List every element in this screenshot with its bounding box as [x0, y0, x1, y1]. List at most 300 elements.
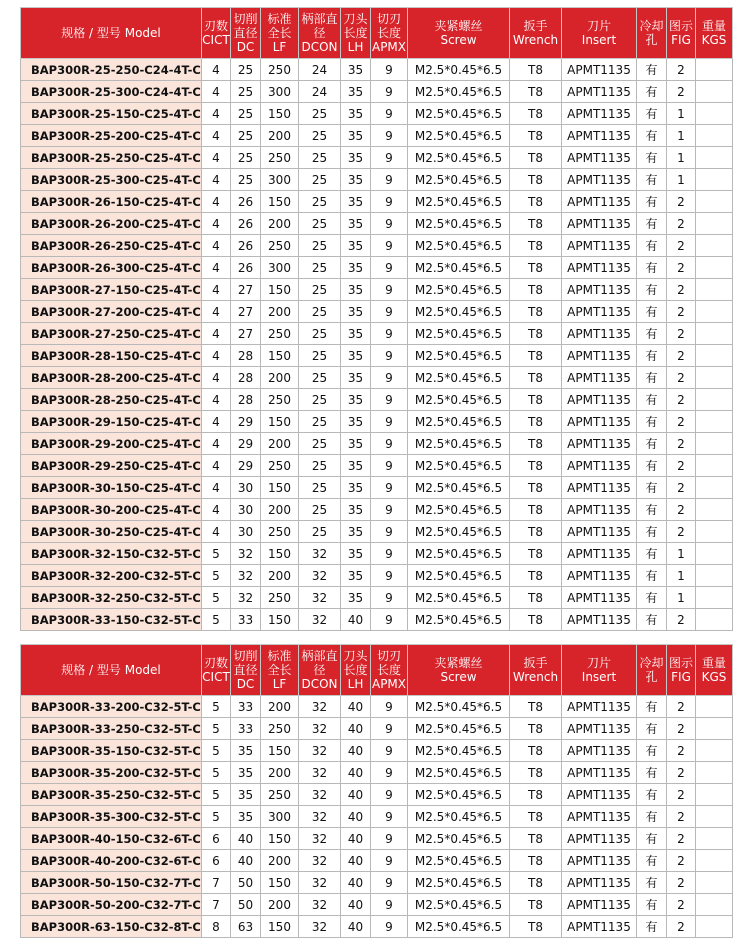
cell-coolant: 有: [637, 477, 667, 499]
cell-cict: 5: [202, 740, 231, 762]
cell-lh: 35: [341, 455, 371, 477]
cell-wrench: T8: [510, 235, 562, 257]
cell-model: BAP300R-25-300-C24-4T-C: [21, 81, 202, 103]
header-lh: 刀头 长度 LH: [341, 8, 371, 59]
cell-dcon: 32: [299, 740, 341, 762]
cell-coolant: 有: [637, 389, 667, 411]
cell-dc: 26: [231, 235, 261, 257]
cell-lh: 35: [341, 433, 371, 455]
cell-dcon: 32: [299, 828, 341, 850]
cell-screw: M2.5*0.45*6.5: [408, 916, 510, 938]
cell-dc: 33: [231, 696, 261, 718]
cell-screw: M2.5*0.45*6.5: [408, 323, 510, 345]
cell-cict: 4: [202, 389, 231, 411]
table-row: [21, 806, 733, 828]
cell-fig: 2: [667, 521, 696, 543]
cell-fig: 2: [667, 213, 696, 235]
cell-coolant: 有: [637, 103, 667, 125]
cell-model: BAP300R-30-200-C25-4T-C: [21, 499, 202, 521]
cell-coolant: 有: [637, 367, 667, 389]
cell-wrench: T8: [510, 740, 562, 762]
cell-dc: 26: [231, 257, 261, 279]
cell-dcon: 32: [299, 718, 341, 740]
cell-lh: 35: [341, 323, 371, 345]
cell-dcon: 25: [299, 103, 341, 125]
cell-cict: 4: [202, 103, 231, 125]
cell-insert: APMT1135: [562, 147, 637, 169]
cell-fig: 1: [667, 169, 696, 191]
cell-fig: 2: [667, 433, 696, 455]
cell-model: BAP300R-25-300-C25-4T-C: [21, 169, 202, 191]
cell-kgs: [696, 499, 733, 521]
cell-coolant: 有: [637, 191, 667, 213]
cell-coolant: 有: [637, 301, 667, 323]
cell-wrench: T8: [510, 894, 562, 916]
cell-coolant: 有: [637, 433, 667, 455]
cell-lf: 300: [261, 257, 299, 279]
cell-model: BAP300R-40-200-C32-6T-C: [21, 850, 202, 872]
cell-screw: M2.5*0.45*6.5: [408, 103, 510, 125]
header-insert: 刀片 Insert: [562, 8, 637, 59]
cell-model: BAP300R-26-200-C25-4T-C: [21, 213, 202, 235]
cell-dc: 29: [231, 433, 261, 455]
cell-wrench: T8: [510, 587, 562, 609]
cell-model: BAP300R-27-200-C25-4T-C: [21, 301, 202, 323]
cell-model: BAP300R-30-150-C25-4T-C: [21, 477, 202, 499]
cell-insert: APMT1135: [562, 916, 637, 938]
cell-dcon: 25: [299, 235, 341, 257]
cell-lf: 200: [261, 301, 299, 323]
cell-model: BAP300R-28-200-C25-4T-C: [21, 367, 202, 389]
table-row: [21, 59, 733, 81]
cell-lf: 300: [261, 806, 299, 828]
cell-fig: 2: [667, 455, 696, 477]
cell-lf: 300: [261, 81, 299, 103]
cell-screw: M2.5*0.45*6.5: [408, 609, 510, 631]
cell-wrench: T8: [510, 169, 562, 191]
cell-fig: 1: [667, 125, 696, 147]
cell-dcon: 32: [299, 762, 341, 784]
cell-insert: APMT1135: [562, 740, 637, 762]
cell-lf: 150: [261, 609, 299, 631]
cell-cict: 4: [202, 213, 231, 235]
cell-fig: 2: [667, 850, 696, 872]
cell-wrench: T8: [510, 147, 562, 169]
cell-insert: APMT1135: [562, 433, 637, 455]
cell-dcon: 32: [299, 916, 341, 938]
cell-dc: 27: [231, 279, 261, 301]
header-dc: 切削 直径 DC: [231, 8, 261, 59]
cell-dcon: 25: [299, 169, 341, 191]
cell-wrench: T8: [510, 521, 562, 543]
cell-apmx: 9: [371, 411, 408, 433]
cell-apmx: 9: [371, 81, 408, 103]
table-body: [21, 696, 733, 938]
cell-lf: 150: [261, 872, 299, 894]
header-model: 规格 / 型号 Model: [21, 8, 202, 59]
cell-kgs: [696, 609, 733, 631]
cell-cict: 5: [202, 762, 231, 784]
cell-lh: 35: [341, 301, 371, 323]
cell-apmx: 9: [371, 718, 408, 740]
cell-model: BAP300R-26-250-C25-4T-C: [21, 235, 202, 257]
cell-lf: 150: [261, 740, 299, 762]
table-row: [21, 762, 733, 784]
cell-fig: 2: [667, 718, 696, 740]
cell-wrench: T8: [510, 213, 562, 235]
cell-kgs: [696, 740, 733, 762]
cell-coolant: 有: [637, 81, 667, 103]
cell-screw: M2.5*0.45*6.5: [408, 257, 510, 279]
cell-cict: 4: [202, 301, 231, 323]
cell-kgs: [696, 125, 733, 147]
cell-cict: 8: [202, 916, 231, 938]
cell-lf: 250: [261, 59, 299, 81]
cell-coolant: 有: [637, 499, 667, 521]
cell-kgs: [696, 213, 733, 235]
cell-apmx: 9: [371, 125, 408, 147]
cell-model: BAP300R-50-200-C32-7T-C: [21, 894, 202, 916]
table-row: [21, 81, 733, 103]
cell-model: BAP300R-35-200-C32-5T-C: [21, 762, 202, 784]
cell-cict: 5: [202, 543, 231, 565]
cell-model: BAP300R-63-150-C32-8T-C: [21, 916, 202, 938]
cell-fig: 1: [667, 587, 696, 609]
cell-insert: APMT1135: [562, 762, 637, 784]
cell-dcon: 32: [299, 587, 341, 609]
cell-wrench: T8: [510, 301, 562, 323]
cell-apmx: 9: [371, 455, 408, 477]
cell-cict: 4: [202, 169, 231, 191]
header-wrench: 扳手 Wrench: [510, 645, 562, 696]
cell-screw: M2.5*0.45*6.5: [408, 125, 510, 147]
cell-lh: 40: [341, 872, 371, 894]
cell-screw: M2.5*0.45*6.5: [408, 718, 510, 740]
cell-dcon: 25: [299, 213, 341, 235]
cell-dcon: 25: [299, 301, 341, 323]
cell-model: BAP300R-29-250-C25-4T-C: [21, 455, 202, 477]
cell-model: BAP300R-25-250-C24-4T-C: [21, 59, 202, 81]
cell-lh: 35: [341, 147, 371, 169]
cell-cict: 6: [202, 850, 231, 872]
cell-dc: 30: [231, 477, 261, 499]
cell-model: BAP300R-26-300-C25-4T-C: [21, 257, 202, 279]
cell-lf: 200: [261, 125, 299, 147]
cell-apmx: 9: [371, 59, 408, 81]
cell-model: BAP300R-50-150-C32-7T-C: [21, 872, 202, 894]
cell-cict: 4: [202, 477, 231, 499]
cell-fig: 2: [667, 696, 696, 718]
cell-insert: APMT1135: [562, 411, 637, 433]
cell-apmx: 9: [371, 279, 408, 301]
cell-screw: M2.5*0.45*6.5: [408, 411, 510, 433]
cell-model: BAP300R-32-150-C32-5T-C: [21, 543, 202, 565]
cell-dc: 30: [231, 521, 261, 543]
cell-coolant: 有: [637, 784, 667, 806]
cell-apmx: 9: [371, 103, 408, 125]
cell-cict: 4: [202, 59, 231, 81]
cell-wrench: T8: [510, 257, 562, 279]
cell-dc: 25: [231, 103, 261, 125]
header-dc: 切削 直径 DC: [231, 645, 261, 696]
cell-cict: 4: [202, 191, 231, 213]
cell-dc: 26: [231, 191, 261, 213]
cell-cict: 5: [202, 806, 231, 828]
table-row: [21, 872, 733, 894]
cell-model: BAP300R-25-250-C25-4T-C: [21, 147, 202, 169]
cell-kgs: [696, 147, 733, 169]
cell-cict: 6: [202, 828, 231, 850]
cell-wrench: T8: [510, 916, 562, 938]
cell-dcon: 32: [299, 894, 341, 916]
table-row: [21, 389, 733, 411]
cell-kgs: [696, 191, 733, 213]
cell-insert: APMT1135: [562, 477, 637, 499]
table-row: [21, 367, 733, 389]
cell-insert: APMT1135: [562, 301, 637, 323]
cell-model: BAP300R-25-200-C25-4T-C: [21, 125, 202, 147]
cell-insert: APMT1135: [562, 235, 637, 257]
cell-coolant: 有: [637, 323, 667, 345]
cell-apmx: 9: [371, 257, 408, 279]
cell-wrench: T8: [510, 872, 562, 894]
cell-coolant: 有: [637, 345, 667, 367]
cell-dc: 25: [231, 147, 261, 169]
cell-fig: 2: [667, 609, 696, 631]
cell-lh: 35: [341, 565, 371, 587]
cell-insert: APMT1135: [562, 213, 637, 235]
table-row: [21, 257, 733, 279]
table-row: [21, 828, 733, 850]
cell-lf: 150: [261, 279, 299, 301]
cell-dc: 27: [231, 323, 261, 345]
cell-screw: M2.5*0.45*6.5: [408, 279, 510, 301]
cell-cict: 4: [202, 521, 231, 543]
cell-lh: 35: [341, 499, 371, 521]
table-row: [21, 499, 733, 521]
cell-fig: 2: [667, 323, 696, 345]
cell-kgs: [696, 587, 733, 609]
cell-model: BAP300R-33-200-C32-5T-C: [21, 696, 202, 718]
cell-wrench: T8: [510, 125, 562, 147]
cell-fig: 2: [667, 499, 696, 521]
cell-apmx: 9: [371, 213, 408, 235]
cell-screw: M2.5*0.45*6.5: [408, 894, 510, 916]
cell-dcon: 32: [299, 543, 341, 565]
cell-dcon: 25: [299, 499, 341, 521]
cell-kgs: [696, 367, 733, 389]
cell-screw: M2.5*0.45*6.5: [408, 191, 510, 213]
cell-screw: M2.5*0.45*6.5: [408, 587, 510, 609]
cell-dc: 25: [231, 125, 261, 147]
cell-wrench: T8: [510, 367, 562, 389]
cell-insert: APMT1135: [562, 81, 637, 103]
header-model: 规格 / 型号 Model: [21, 645, 202, 696]
cell-insert: APMT1135: [562, 367, 637, 389]
cell-dcon: 32: [299, 609, 341, 631]
cell-model: BAP300R-32-250-C32-5T-C: [21, 587, 202, 609]
cell-wrench: T8: [510, 345, 562, 367]
cell-cict: 4: [202, 499, 231, 521]
table-row: [21, 740, 733, 762]
cell-coolant: 有: [637, 543, 667, 565]
cell-lh: 40: [341, 718, 371, 740]
cell-dcon: 25: [299, 521, 341, 543]
cell-insert: APMT1135: [562, 125, 637, 147]
table-row: [21, 543, 733, 565]
cell-lh: 35: [341, 389, 371, 411]
cell-coolant: 有: [637, 718, 667, 740]
cell-kgs: [696, 521, 733, 543]
cell-fig: 2: [667, 235, 696, 257]
cell-insert: APMT1135: [562, 587, 637, 609]
cell-dcon: 25: [299, 257, 341, 279]
cell-lh: 35: [341, 213, 371, 235]
cell-dc: 33: [231, 609, 261, 631]
spec-table-2: [20, 644, 733, 938]
cell-insert: APMT1135: [562, 543, 637, 565]
cell-insert: APMT1135: [562, 718, 637, 740]
cell-lh: 40: [341, 696, 371, 718]
cell-insert: APMT1135: [562, 521, 637, 543]
cell-insert: APMT1135: [562, 279, 637, 301]
cell-lh: 35: [341, 587, 371, 609]
table-row: [21, 279, 733, 301]
cell-wrench: T8: [510, 565, 562, 587]
header-row: [21, 645, 733, 696]
cell-insert: APMT1135: [562, 894, 637, 916]
cell-kgs: [696, 257, 733, 279]
cell-coolant: 有: [637, 587, 667, 609]
cell-lh: 40: [341, 609, 371, 631]
cell-fig: 2: [667, 872, 696, 894]
cell-fig: 2: [667, 279, 696, 301]
cell-dcon: 32: [299, 850, 341, 872]
table-row: [21, 609, 733, 631]
table-row: [21, 323, 733, 345]
cell-lh: 35: [341, 477, 371, 499]
cell-coolant: 有: [637, 609, 667, 631]
cell-lh: 35: [341, 279, 371, 301]
cell-model: BAP300R-29-200-C25-4T-C: [21, 433, 202, 455]
header-lf: 标准 全长 LF: [261, 645, 299, 696]
cell-dcon: 25: [299, 367, 341, 389]
cell-coolant: 有: [637, 169, 667, 191]
cell-screw: M2.5*0.45*6.5: [408, 784, 510, 806]
table-row: [21, 587, 733, 609]
cell-coolant: 有: [637, 850, 667, 872]
cell-screw: M2.5*0.45*6.5: [408, 850, 510, 872]
cell-lf: 200: [261, 762, 299, 784]
cell-model: BAP300R-30-250-C25-4T-C: [21, 521, 202, 543]
cell-insert: APMT1135: [562, 696, 637, 718]
cell-coolant: 有: [637, 696, 667, 718]
cell-kgs: [696, 389, 733, 411]
cell-apmx: 9: [371, 784, 408, 806]
table-row: [21, 455, 733, 477]
cell-wrench: T8: [510, 323, 562, 345]
header-fig: 图示 FIG: [667, 645, 696, 696]
cell-model: BAP300R-35-300-C32-5T-C: [21, 806, 202, 828]
cell-kgs: [696, 784, 733, 806]
cell-screw: M2.5*0.45*6.5: [408, 59, 510, 81]
cell-model: BAP300R-25-150-C25-4T-C: [21, 103, 202, 125]
cell-dcon: 25: [299, 455, 341, 477]
cell-lf: 200: [261, 894, 299, 916]
table-row: [21, 125, 733, 147]
cell-screw: M2.5*0.45*6.5: [408, 543, 510, 565]
table-row: [21, 169, 733, 191]
table-row: [21, 565, 733, 587]
header-dcon: 柄部直 径 DCON: [299, 645, 341, 696]
cell-wrench: T8: [510, 411, 562, 433]
cell-cict: 4: [202, 81, 231, 103]
cell-lf: 250: [261, 587, 299, 609]
cell-apmx: 9: [371, 301, 408, 323]
cell-lh: 35: [341, 367, 371, 389]
cell-lf: 150: [261, 916, 299, 938]
cell-insert: APMT1135: [562, 345, 637, 367]
cell-kgs: [696, 411, 733, 433]
cell-lh: 40: [341, 828, 371, 850]
header-cict: 刃数 CICT: [202, 645, 231, 696]
cell-lh: 40: [341, 916, 371, 938]
cell-screw: M2.5*0.45*6.5: [408, 499, 510, 521]
cell-apmx: 9: [371, 916, 408, 938]
cell-kgs: [696, 345, 733, 367]
cell-screw: M2.5*0.45*6.5: [408, 345, 510, 367]
header-screw: 夹紧螺丝 Screw: [408, 645, 510, 696]
cell-insert: APMT1135: [562, 257, 637, 279]
cell-lf: 300: [261, 169, 299, 191]
cell-lf: 250: [261, 521, 299, 543]
cell-apmx: 9: [371, 894, 408, 916]
cell-wrench: T8: [510, 499, 562, 521]
cell-insert: APMT1135: [562, 872, 637, 894]
cell-model: BAP300R-32-200-C32-5T-C: [21, 565, 202, 587]
cell-wrench: T8: [510, 718, 562, 740]
cell-model: BAP300R-35-150-C32-5T-C: [21, 740, 202, 762]
cell-dc: 32: [231, 587, 261, 609]
cell-fig: 1: [667, 103, 696, 125]
cell-dcon: 25: [299, 477, 341, 499]
cell-kgs: [696, 81, 733, 103]
header-apmx: 切刃 长度 APMX: [371, 645, 408, 696]
cell-kgs: [696, 477, 733, 499]
table-row: [21, 301, 733, 323]
cell-fig: 1: [667, 543, 696, 565]
cell-dc: 26: [231, 213, 261, 235]
table-row: [21, 433, 733, 455]
cell-apmx: 9: [371, 169, 408, 191]
cell-insert: APMT1135: [562, 389, 637, 411]
header-coolant: 冷却 孔: [637, 8, 667, 59]
cell-fig: 2: [667, 411, 696, 433]
cell-dc: 28: [231, 345, 261, 367]
cell-model: BAP300R-28-250-C25-4T-C: [21, 389, 202, 411]
cell-model: BAP300R-40-150-C32-6T-C: [21, 828, 202, 850]
cell-lf: 250: [261, 147, 299, 169]
cell-model: BAP300R-29-150-C25-4T-C: [21, 411, 202, 433]
table-row: [21, 147, 733, 169]
cell-lf: 150: [261, 477, 299, 499]
cell-lh: 40: [341, 762, 371, 784]
table-row: [21, 235, 733, 257]
cell-apmx: 9: [371, 806, 408, 828]
cell-dcon: 24: [299, 81, 341, 103]
cell-insert: APMT1135: [562, 828, 637, 850]
cell-fig: 1: [667, 147, 696, 169]
